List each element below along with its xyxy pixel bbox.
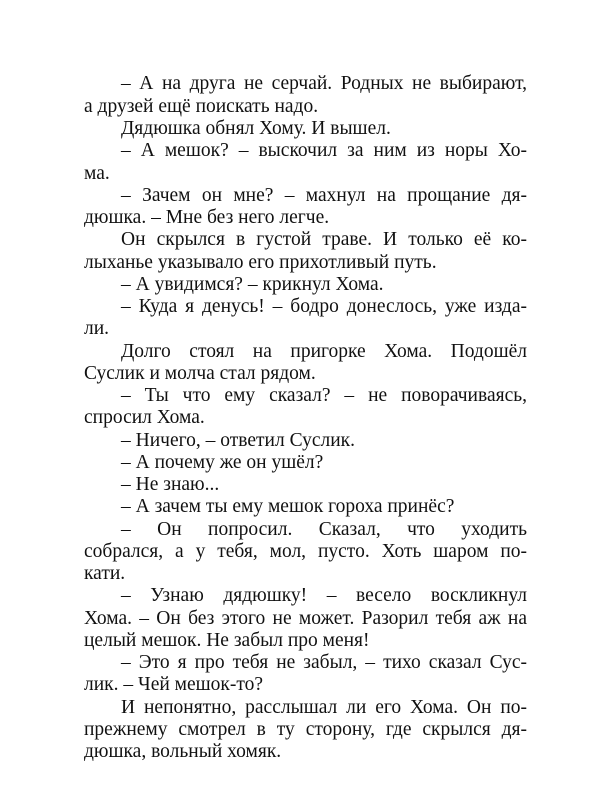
text-line: Долго стоял на пригорке Хома. Подошёл [121, 341, 527, 362]
text-line: ма. [84, 163, 110, 184]
text-line: – Ты что ему сказал? – не поворачиваясь, [121, 385, 527, 406]
text-line: – Не знаю... [121, 474, 220, 495]
text-line: кати. [84, 563, 126, 584]
text-line: – А мешок? – выскочил за ним из норы Хо- [121, 140, 527, 161]
text-line: – Зачем он мне? – махнул на прощание дя- [121, 185, 527, 206]
text-line: – А на друга не серчай. Родных не выбирают, [121, 73, 527, 94]
text-line: целый мешок. Не забыл про меня! [84, 630, 370, 651]
text-line: – Ничего, – ответил Суслик. [121, 430, 356, 451]
text-line: а друзей ещё поискать надо. [84, 96, 319, 117]
text-line: Суслик и молча стал рядом. [84, 363, 316, 384]
text-line: собрался, а у тебя, мол, пусто. Хоть шаром по- [84, 541, 527, 562]
text-line: дюшка, вольный хомяк. [84, 741, 282, 762]
text-line: Дядюшка обнял Хому. И вышел. [121, 118, 391, 139]
text-line: – Куда я денусь! – бодро донеслось, уже изда- [121, 296, 527, 317]
text-line: – А увидимся? – крикнул Хома. [121, 274, 384, 295]
text-line: лик. – Чей мешок-то? [84, 674, 264, 695]
text-line: ли. [84, 318, 110, 339]
text-line: – Это я про тебя не забыл, – тихо сказал Сус- [121, 652, 527, 673]
text-line: дюшка. – Мне без него легче. [84, 207, 330, 228]
text-line: – Узнаю дядюшку! – весело воскликнул [121, 585, 527, 606]
text-line: Он скрылся в густой траве. И только её ко- [121, 229, 527, 250]
text-line: – А почему же он ушёл? [121, 452, 324, 473]
text-line: И непонятно, расслышал ли его Хома. Он по- [121, 697, 527, 718]
text-line: прежнему смотрел в ту сторону, где скрылся дя- [84, 719, 527, 740]
text-line: – Он попросил. Сказал, что уходить [121, 519, 527, 540]
text-line: – А зачем ты ему мешок гороха принёс? [121, 496, 455, 517]
text-line: спросил Хома. [84, 407, 205, 428]
text-line: Хома. – Он без этого не может. Разорил тебя аж на [84, 608, 527, 629]
text-line: лыханье указывало его прихотливый путь. [84, 252, 437, 273]
